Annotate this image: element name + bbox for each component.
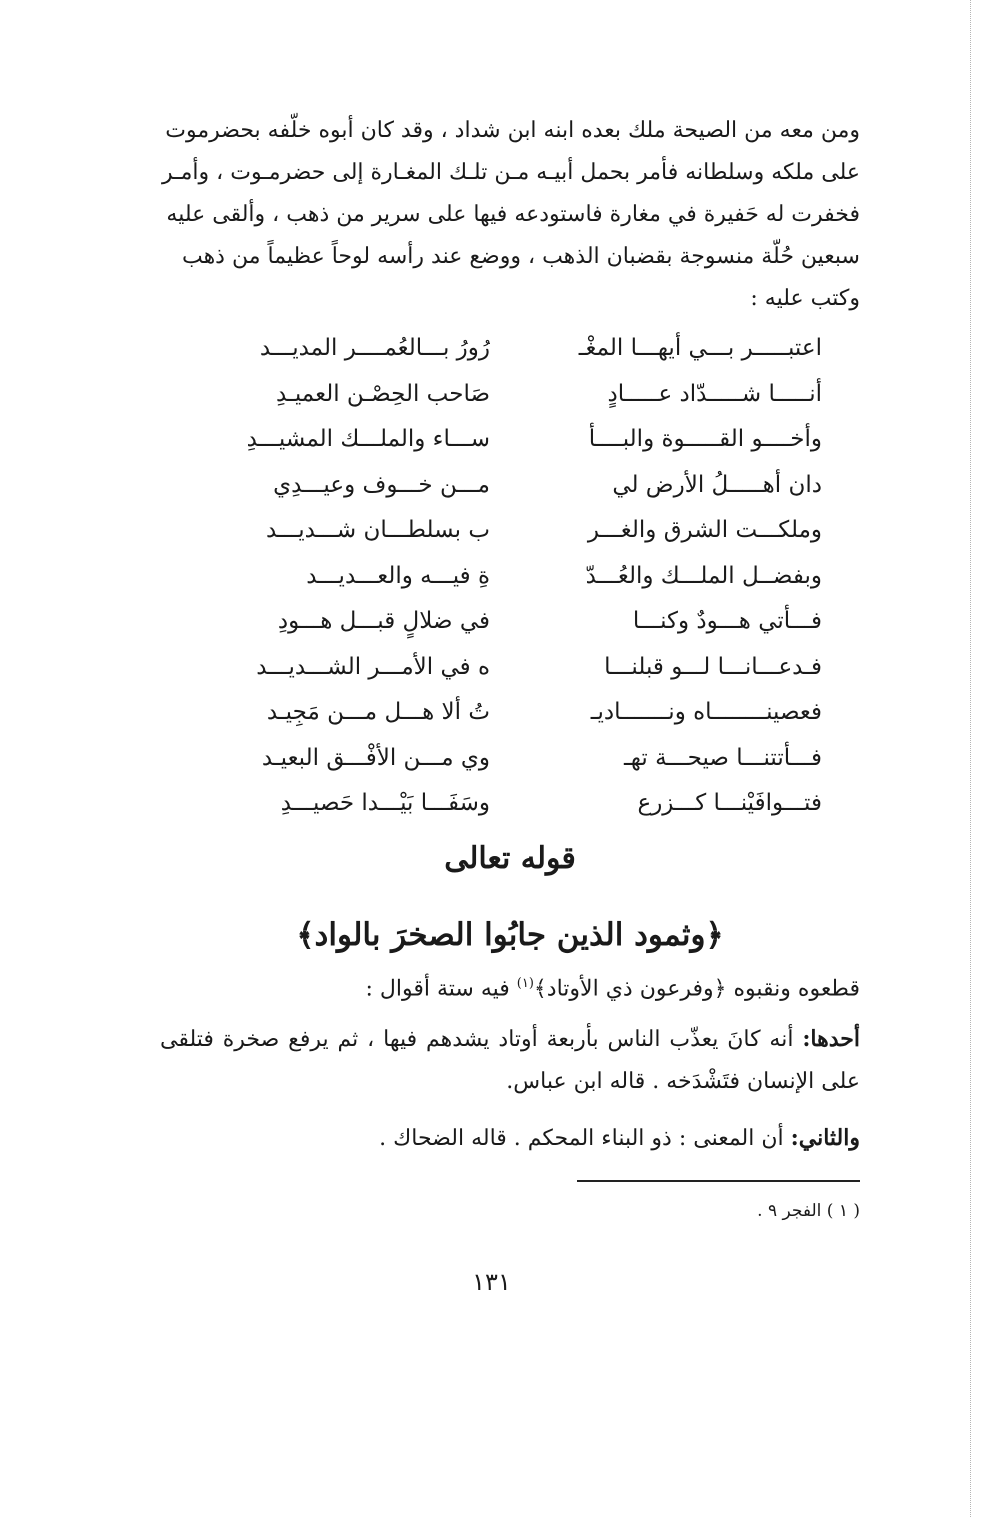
opinion-text: أنه كانَ يعذّب الناس بأربعة أوتاد يشدهم فيها ، ثم يرفع صخرة فتلقى على الإنسان فتَشْدَخه . قاله ابن عباس. <box>160 1026 860 1094</box>
verse-intro-tail: فيه ستة أقوال : <box>365 975 517 1001</box>
verse-quote: ﴿وفرعون ذي الأوتاد﴾ <box>533 975 727 1001</box>
intro-paragraph <box>160 110 860 320</box>
poem-first-hemistich: فتـــوافَيْنـــا كـــزرع <box>637 790 822 816</box>
poem-second-hemistich: في ضلالٍ قبـــل هـــودِ <box>277 608 490 634</box>
section-title: قوله تعالى <box>444 840 576 876</box>
footnote: ( ١ ) الفجر ٩ . <box>757 1201 860 1221</box>
opinion-label: والثاني: <box>790 1124 860 1151</box>
footnote-reference[interactable]: (١) <box>516 975 534 991</box>
verse-intro <box>160 963 860 1010</box>
poem-verse <box>160 372 860 418</box>
poem-first-hemistich: فـــأتي هـــودٌ وكنـــا <box>632 608 822 634</box>
poem-verse <box>160 417 860 463</box>
poem-first-hemistich: أنـــــا شـــــدّاد عـــــادٍ <box>607 380 822 407</box>
verse-heading: ﴿وثمود الذين جابُوا الصخرَ بالواد﴾ <box>296 916 724 953</box>
poem-second-hemistich: وي مـــن الأفْـــق البعيـد <box>261 744 490 771</box>
poem-first-hemistich: دان أهـــــلُ الأرض لي <box>612 471 822 498</box>
opinion-text: أن المعنى : ذو البناء المحكم . قاله الضحاك . <box>379 1125 791 1151</box>
poem-verse <box>160 599 860 645</box>
poem-first-hemistich: وبفضــل الملـــك والعُـــدّ <box>585 562 822 589</box>
poem-first-hemistich: فـدعـــانـــا لـــو قبلنـــا <box>604 653 822 680</box>
opinion-label: أحدها: <box>802 1025 860 1052</box>
poem-verse <box>160 781 860 827</box>
opinion-item <box>160 1117 860 1160</box>
poem-first-hemistich: وملكـــت الشرق والغـــر <box>587 517 822 543</box>
poem-verse <box>160 554 860 600</box>
intro-line: على ملكه وسلطانه فأمر بحمل أبيـه مـن تلـك المغـارة إلى حضرمـوت ، وأمـر <box>162 160 860 185</box>
intro-line: ومن معه من الصيحة ملك بعده ابنه ابن شداد ، وقد كان أبوه خلّفه بحضرموت <box>165 118 860 143</box>
poem-second-hemistich: ب بسلطـــان شـــديـــد <box>265 517 490 543</box>
intro-line: سبعين حُلّة منسوجة بقضبان الذهب ، ووضع عند رأسه لوحاً عظيماً من ذهب <box>181 244 860 269</box>
poem-second-hemistich: وسَفَـــا بَيْـــدا حَصيـــدِ <box>280 790 490 816</box>
poem-second-hemistich: مـــن خـــوف وعيـــدِي <box>273 471 490 498</box>
poem <box>160 326 860 827</box>
page-body <box>160 110 860 1160</box>
poem-verse <box>160 690 860 736</box>
poem-verse <box>160 645 860 691</box>
verse-intro-text: قطعوه ونقبوه <box>726 975 860 1001</box>
poem-verse <box>160 736 860 782</box>
poem-second-hemistich: ةِ فيـــه والعـــديـــد <box>306 562 490 589</box>
poem-verse <box>160 463 860 509</box>
poem-first-hemistich: وأخــــو القـــــوة والبــــأ <box>588 426 822 452</box>
poem-second-hemistich: ســـاء والملـــك المشيـــدِ <box>246 426 490 452</box>
poem-first-hemistich: فعصينــــــــاه ونـــــــاديـ <box>590 699 822 725</box>
poem-first-hemistich: فـــأتتنـــا صيحـــة تهـ <box>624 744 822 771</box>
poem-second-hemistich: رُورُ بـــالعُمــــر المديـــد <box>259 335 490 361</box>
poem-second-hemistich: تُ ألا هـــل مـــن مَجِيـد <box>266 699 490 725</box>
page-number: ١٣١ <box>472 1268 511 1296</box>
poem-first-hemistich: اعتبـــــر بـــي أيهـــا المغْـ <box>578 335 822 361</box>
intro-line: وكتب عليه : <box>750 286 860 311</box>
footnote-divider <box>577 1180 860 1182</box>
poem-second-hemistich: صَاحب الحِصْـن العميـدِ <box>276 380 490 407</box>
poem-verse <box>160 326 860 372</box>
poem-verse <box>160 508 860 554</box>
opinion-item <box>160 1018 860 1103</box>
poem-second-hemistich: ه في الأمـــر الشـــديـــد <box>256 653 490 680</box>
intro-line: فخفرت له حَفيرة في مغارة فاستودعه فيها على سرير من ذهب ، وألقى عليه <box>166 202 860 227</box>
